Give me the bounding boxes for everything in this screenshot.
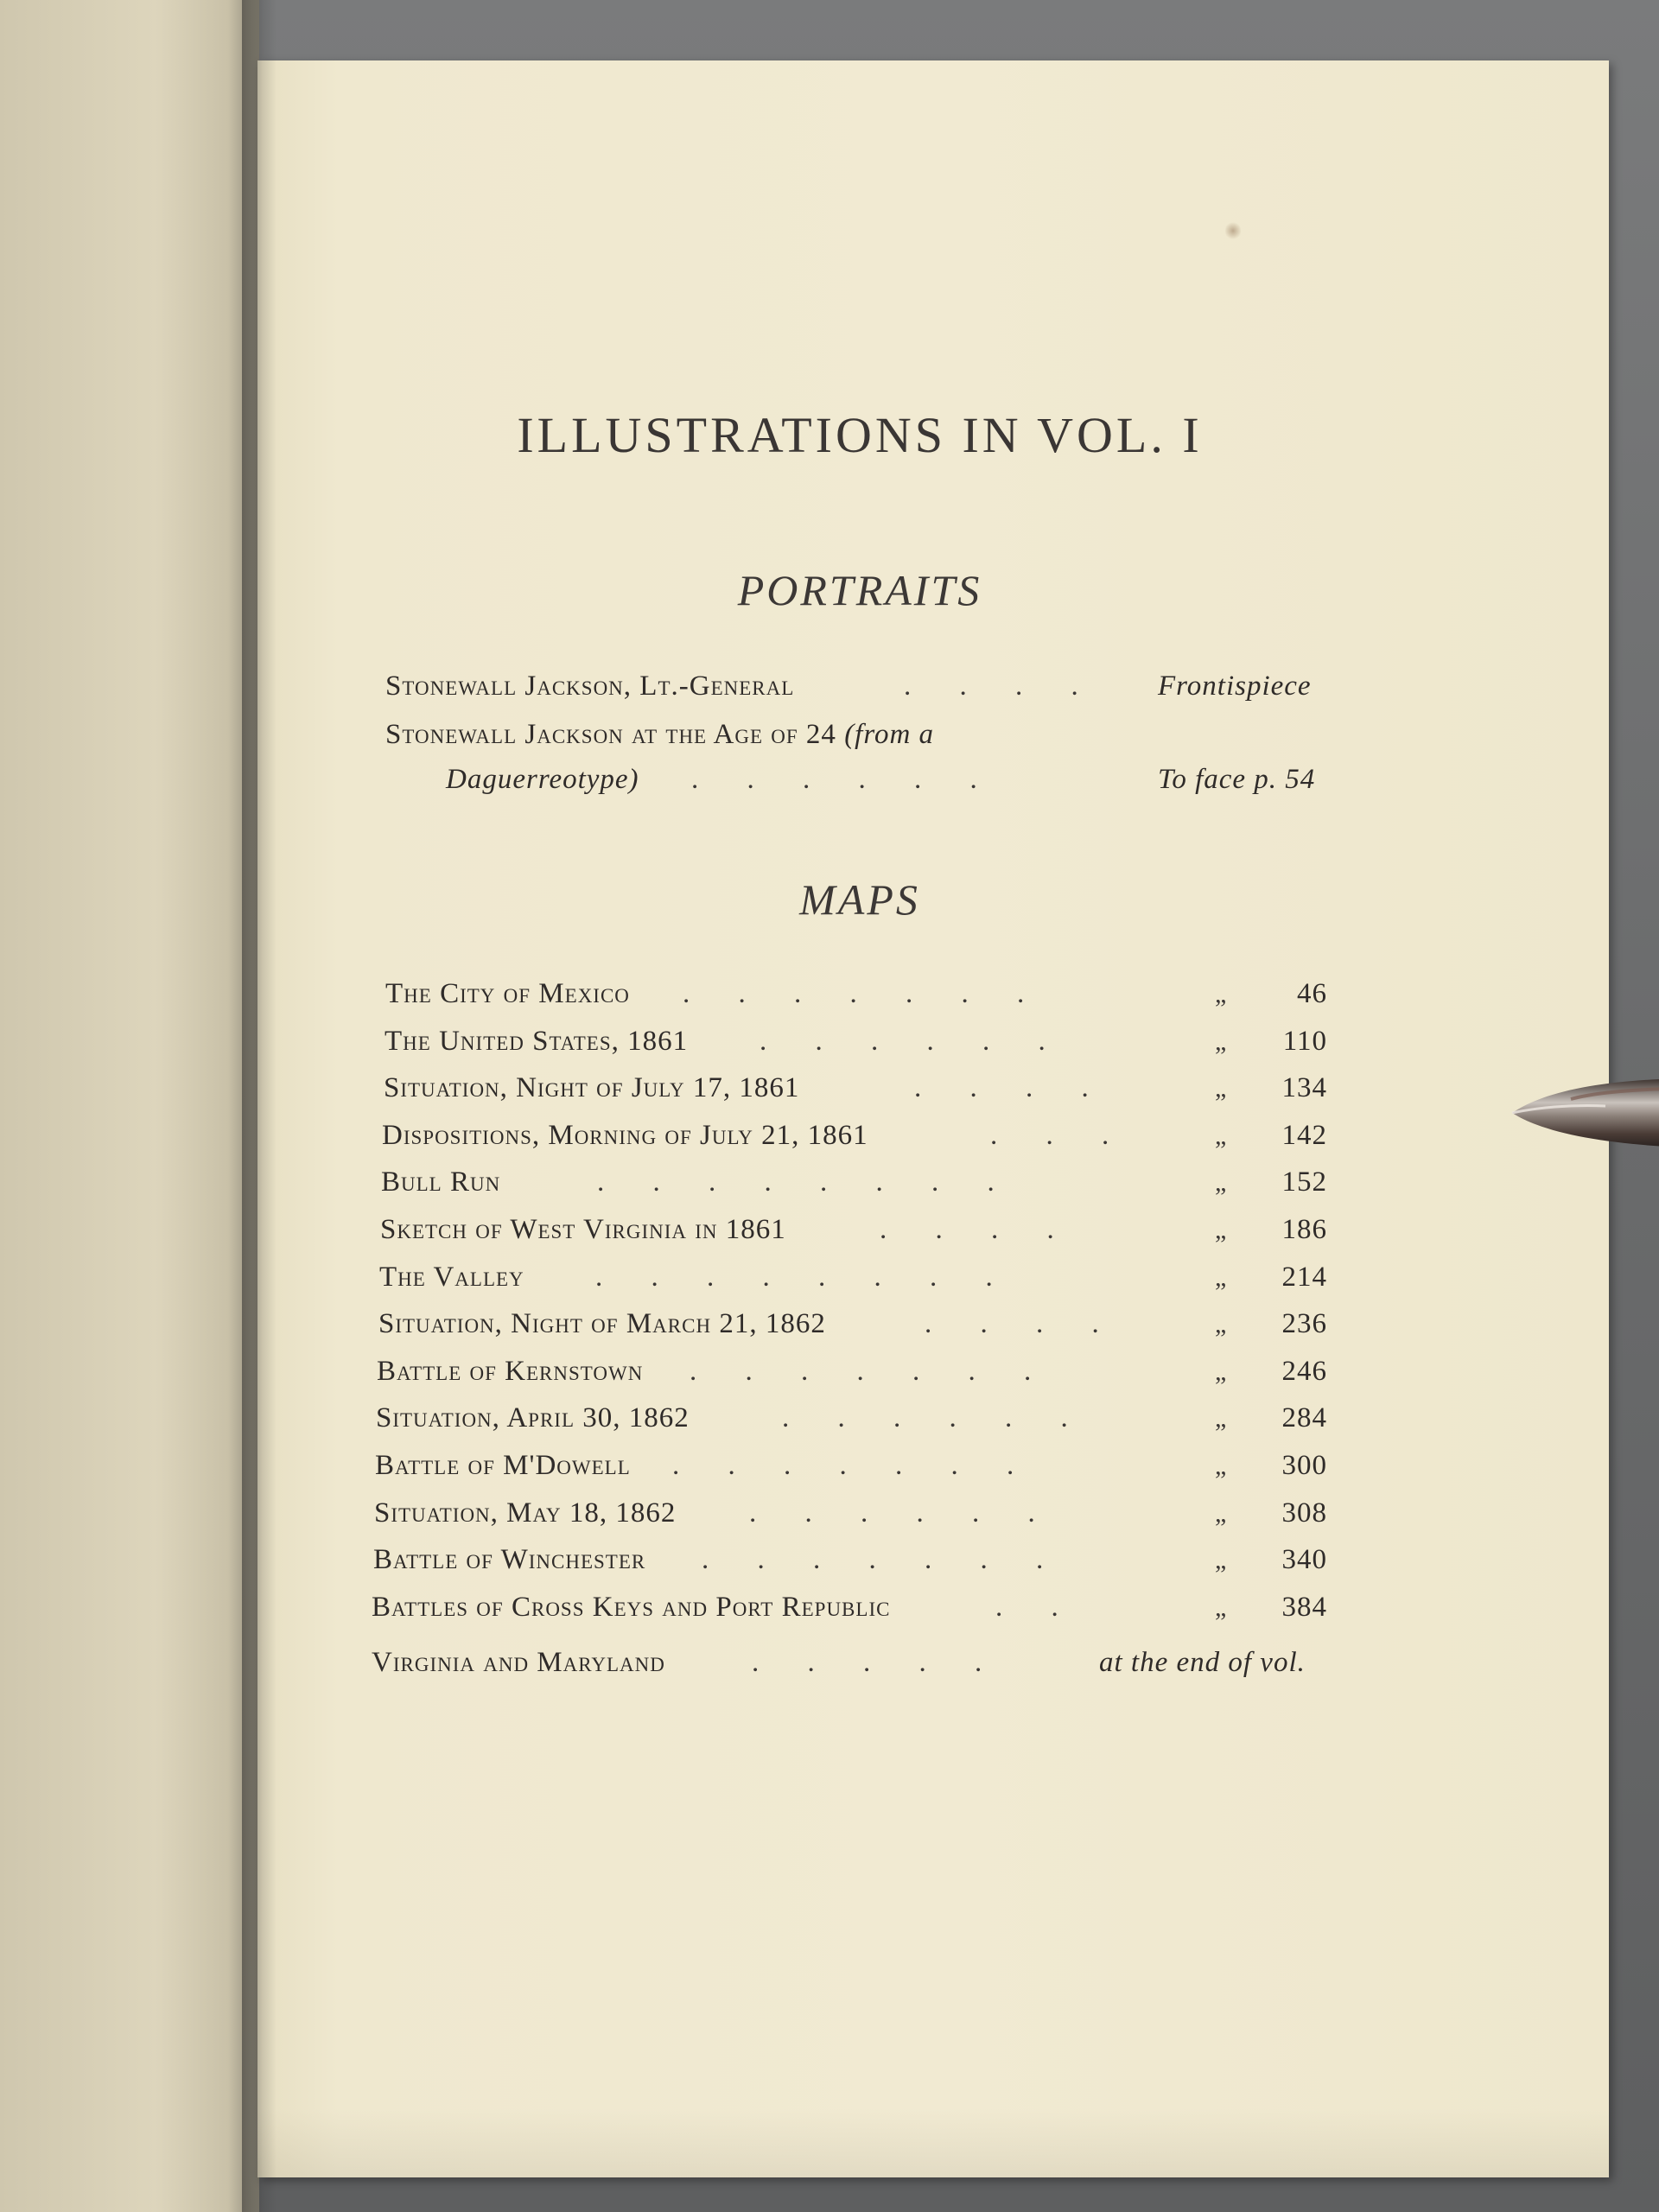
portrait-ref: To face p. 54 <box>1158 764 1316 795</box>
leader-dots: . . . . <box>904 671 1099 702</box>
portrait-entry <box>385 671 1336 714</box>
map-page-number: 186 <box>1281 1214 1327 1245</box>
portrait-entry-continued <box>385 764 1336 807</box>
map-page-number: 284 <box>1281 1402 1327 1433</box>
map-page-number: 308 <box>1281 1497 1327 1529</box>
map-page-number: 214 <box>1281 1262 1327 1293</box>
map-entry <box>377 1356 1353 1399</box>
map-entry <box>382 1120 1358 1163</box>
ditto-mark: „ <box>1215 1452 1228 1480</box>
map-page-number: 134 <box>1281 1072 1327 1103</box>
map-page-number: 384 <box>1281 1592 1327 1623</box>
leader-dots: . . . . . . <box>691 764 998 795</box>
map-page-number: 142 <box>1281 1120 1327 1151</box>
portrait-label-line1-italic: (from a <box>844 719 935 750</box>
map-entry-last <box>372 1647 1348 1690</box>
map-label: Battle of Winchester <box>373 1544 646 1575</box>
ditto-mark: „ <box>1215 1499 1228 1528</box>
leader-dots: . . . . . . . . <box>597 1166 1015 1198</box>
ditto-mark: „ <box>1215 1357 1228 1386</box>
map-entry <box>380 1214 1357 1257</box>
ditto-mark: „ <box>1215 1310 1228 1338</box>
leader-dots: . . . . . . . <box>672 1450 1035 1481</box>
map-label: Dispositions, Morning of July 21, 1861 <box>382 1120 868 1151</box>
ditto-mark: „ <box>1215 980 1228 1008</box>
ditto-mark: „ <box>1215 1122 1228 1150</box>
map-label: Battle of Kernstown <box>377 1356 644 1387</box>
map-entry <box>373 1544 1350 1587</box>
map-entry <box>385 978 1362 1021</box>
map-label: Situation, April 30, 1862 <box>376 1402 690 1433</box>
ditto-mark: „ <box>1215 1593 1228 1622</box>
map-entry <box>381 1166 1357 1210</box>
map-page-number: 236 <box>1281 1308 1327 1339</box>
map-entry <box>375 1450 1351 1493</box>
page-title: ILLUSTRATIONS IN VOL. I <box>517 407 1203 463</box>
map-page-number: 246 <box>1281 1356 1327 1387</box>
ditto-mark: „ <box>1215 1546 1228 1574</box>
map-label: Situation, May 18, 1862 <box>374 1497 677 1529</box>
map-page-number: 300 <box>1281 1450 1327 1481</box>
paper-stain <box>1225 221 1241 240</box>
map-entry <box>376 1402 1352 1446</box>
map-page-number: 110 <box>1282 1026 1327 1057</box>
map-label: Sketch of West Virginia in 1861 <box>380 1214 786 1245</box>
map-page-number: 152 <box>1281 1166 1327 1198</box>
book-page <box>257 60 1609 2177</box>
map-entry <box>379 1262 1356 1305</box>
leader-dots: . . . . <box>925 1308 1120 1339</box>
map-label: Situation, Night of July 17, 1861 <box>384 1072 800 1103</box>
portrait-ref: Frontispiece <box>1158 671 1312 702</box>
ditto-mark: „ <box>1215 1404 1228 1433</box>
map-label: Situation, Night of March 21, 1862 <box>378 1308 826 1339</box>
map-page-number: 46 <box>1297 978 1327 1009</box>
leader-dots: . . . <box>990 1120 1130 1151</box>
pen-icon <box>1510 1073 1659 1153</box>
leader-dots: . . . . . . . <box>683 978 1046 1009</box>
portrait-label: Stonewall Jackson, Lt.-General <box>385 671 795 702</box>
gutter-shadow <box>242 0 276 2212</box>
map-page-number: 340 <box>1281 1544 1327 1575</box>
map-entry <box>384 1072 1360 1116</box>
map-entry <box>378 1308 1355 1351</box>
map-ref: at the end of vol. <box>1099 1647 1306 1678</box>
leader-dots: . . . . . . <box>749 1497 1056 1529</box>
map-label: The United States, 1861 <box>385 1026 689 1057</box>
map-label: Bull Run <box>381 1166 501 1198</box>
map-entry <box>385 1026 1361 1069</box>
leader-dots: . . . . . <box>752 1647 1003 1678</box>
map-label: Battle of M'Dowell <box>375 1450 631 1481</box>
map-label: Battles of Cross Keys and Port Republic <box>372 1592 891 1623</box>
portrait-label <box>385 719 934 751</box>
map-label: The Valley <box>379 1262 524 1293</box>
leader-dots: . . . . . . <box>782 1402 1089 1433</box>
ditto-mark: „ <box>1215 1216 1228 1244</box>
leader-dots: . . . . <box>880 1214 1075 1245</box>
leader-dots: . . . . <box>914 1072 1109 1103</box>
ditto-mark: „ <box>1215 1263 1228 1292</box>
leader-dots: . . <box>995 1592 1079 1623</box>
left-page <box>0 0 259 2212</box>
portraits-heading: PORTRAITS <box>737 566 982 614</box>
map-label: The City of Mexico <box>385 978 630 1009</box>
portrait-label-line1: Stonewall Jackson at the Age of 24 <box>385 719 836 750</box>
leader-dots: . . . . . . <box>760 1026 1066 1057</box>
portrait-entry <box>385 719 1336 762</box>
ditto-mark: „ <box>1215 1027 1228 1056</box>
map-entry <box>374 1497 1351 1541</box>
ditto-mark: „ <box>1215 1168 1228 1197</box>
map-entry <box>372 1592 1348 1635</box>
map-label: Virginia and Maryland <box>372 1647 665 1678</box>
leader-dots: . . . . . . . <box>690 1356 1052 1387</box>
ditto-mark: „ <box>1215 1074 1228 1103</box>
maps-heading: MAPS <box>799 875 920 924</box>
page-edge <box>257 2108 1609 2177</box>
leader-dots: . . . . . . . . <box>595 1262 1014 1293</box>
leader-dots: . . . . . . . <box>702 1544 1065 1575</box>
portrait-label-line2: Daguerreotype) <box>446 764 639 795</box>
